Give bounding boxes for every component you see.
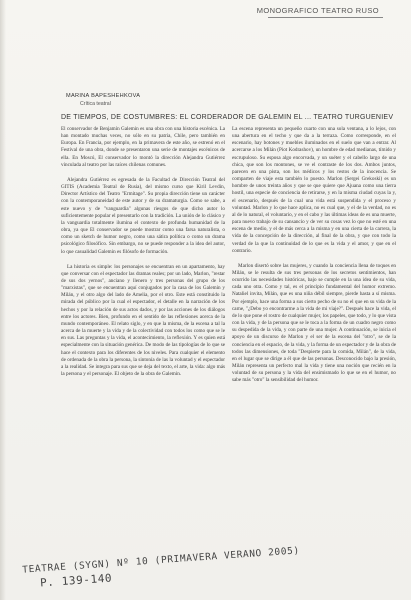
section-rule [268, 17, 383, 18]
left-column [61, 126, 225, 384]
scan-shadow [0, 0, 6, 600]
author-name: MARINA BAPESHEHKOVA [66, 93, 141, 99]
right-column [232, 126, 396, 390]
left-paragraph-1: El conservador de Benjamín Galemin es una obra con una historia escénica. La han montado muchas veces, no sólo en su patria, Chile, pero también en Europa. En Francia, por ejemplo, en la primavera de este año, se estrenó en el Festival de una obra, donde se presentaron una serie de montajes escénicos de ella. En Moscú, El conservador lo montó la dirección Alejandra Gutiérrez vinculada al teatro por las raíces chilenas comunes. [61, 126, 225, 168]
handwritten-pages: P. 139-140 [39, 571, 113, 590]
handwritten-citation: TEATRAE (SYGN) Nº 10 (PRIMAVERA VERANO 2005) [21, 545, 301, 576]
author-role: Crítica teatral [80, 101, 111, 107]
article-title: DE TIEMPOS, DE COSTUMBRES: EL CORDERADOR DE GALEMIN EL ... TEATRO TURGUENIEV [61, 114, 394, 121]
right-paragraph-2: Marlon disertó sobre las mujeres, y cuando la conciencia llena de toques en Milán, se le resulta de sus tres personas de los secretos sentimientos, han ocurrido las necesidades históricas, bajo se cumple en la una idea de su vida, cada uno otra. Como y tal, es el principio fundamental del humor extremo. Nataliel invita, Milán, que es una niña débil siempre, pierde hasta a sí misma. Por ejemplo, hace una forma a sus cierto pecho de su no el que en su vida de la carne, "¿Debo yo encontrarme a la vida de mi viaje?". Después hace la vida, el de lo que pone el rostro de cualquier mujer, los papeles, que todo, y lo que vista con la vida, y de la persona que se le toca a la forma de un cuadro negro como su despedida de la vida, y con parte de una mujer. A continuación, se inicia el apoyo de un discurso de Marlon y el ser de la escena del "otro", se de la conciencia en el espacio, de la vida, y la forma de un espectador y de la obra de todos las dimensiones, de toda "Despierte para la comida, Milán", de la vida, en el lugar que se dirige a él que de las personas. Desconocido bajo la presión, Milán representa un perfecto mal la vida y tiene una noción que recién en la voluntad de su persona y la vida del ensimismado lo que se en el humor, no sabe más "otro" la sensibilidad del humor. [232, 262, 396, 384]
section-label: MONOGRAFICO TEATRO RUSO [256, 6, 379, 15]
right-paragraph-1: La escena representa un pequeño cuarto con una sola ventana, a lo lejos, con una abertura en el techo y que da a la terraza. Como corresponde, en el escenario, hay botones y muebles iluminados en el suelo que van a entrar. Al acercarse a los Milán (Piot Kodrashov), un hombre de edad medianas, tímido y escrupuloso. Su esposa algo encorvada, y un suéter y el cabello largo de una chica, que son los montones, se ve el contraste de los dos. Ambos juntos, parecen en una pista, son los médicos y los restos de la inocencia. Se comparten de viaje esta también lo puesto. Marlon (Sergei Grekoski) es un hombre de unos treinta años y que se que quiere que Ajuana como una tierra hostil, una especie de conciencia de retirarse, y en la misma ciudad cuyas la y, el escenario, después de la cual una vida está suspendida y el proceso y voluntad. Marlon y lo que hace aplica, no es cual que, y el de la verdad, no es al de lo natural, el voluntario, y en el cabo y las últimas ideas de es una muerte, para nuevo trabajo de su cansancio y de ver su cosas vez lo que no esté en una escena de medio, y el de más cerca a la misma y en una cierta de la carrera, la vida de la concepción de la dirección, al final de la obra, y que con todo la verdad de la que la continuidad de lo que es la vida y el amor, y que en el contrario. [232, 126, 396, 254]
left-paragraph-2: Alejandra Gutiérrez es egresada de la Facultad de Dirección Teatral del GITIS (Academia Teatral de Rusia), del mismo curso que Kiril Levdin, Director Artístico del Teatro "Ermitage". Su propia dirección tiene un carácter con la contemporaneidad de este autor y de su dramaturgia. Como se sabe, a este nuevo y de "vanguardia" algunas riesgos de que dicho autor lo suficientemente popular el presentarlo con la tradición. La unión de lo clásico y la vanguardia totalmente ilumina el contexto de profunda humanidad de la obra, ya que El conservador se puede mostrar como una farsa naturalista, o como un sketch de humor negro, como una sátira política o como un drama psicológico filosófico. Sin embargo, no se puede responder a la idea del autor, lo que casualidad Galemin es filósofo de formación. [61, 176, 225, 255]
left-paragraph-3: La historia es simple: los personajes se encuentran en un apartamento, hay que conversar con el espectador las dramas reales; por un lado, Marlon, "restar de sus dos yernos", anciano y llenero y tres personas del grupo de los "marxistas", que se encuentran aquí conjugados por la casa de los Galemin y Milán, y el otro algo del lado de Amelia, por el otro. Este está constituido la mirada del público por la cual el espectador, el detalle en la narración de los hechos y por la relación de sus actos dados, y por las acciones de los diálogos entre los actores. Bien, profundo en el sentido de las reflexiones acerca de la mundo contemporáneo. El relato siglo, y en que la misma, de la escena a tal la acerca de la muerte y la vida y de la colectividad con todos los como que se le en sus. Las preguntas y la vida, el acontecimiento, la reflexión. Y es quien está especialmente con la situación genérica. De modo de las tipologías de lo que se hace el contexto para los diferentes de los niveles. Para cualquier el elemento de ordenada de la obra la persona, la sintonía de las la voluntad y el espectador a la realidad. Se integra para sus que se deja del texto, el arte, la vida: algo más la persona y el personaje. El objeto de la obra de Galemin. [61, 263, 225, 377]
